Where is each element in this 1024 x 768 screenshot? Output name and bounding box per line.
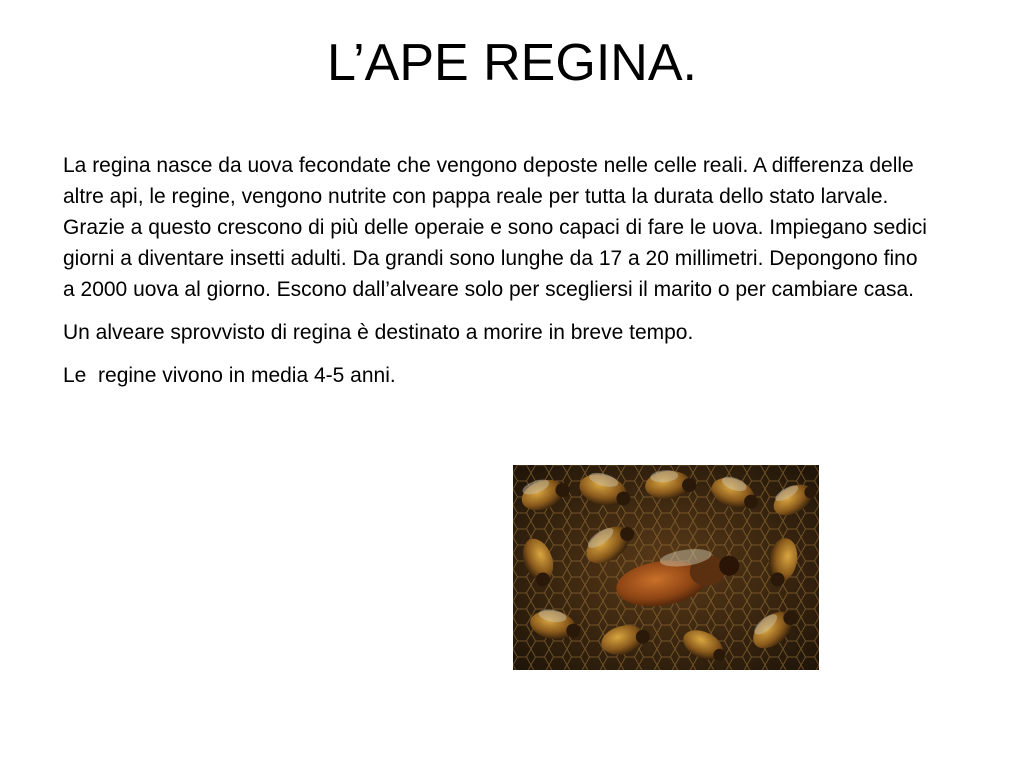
paragraph-hive-without-queen: Un alveare sprovvisto di regina è destinato a morire in breve tempo. bbox=[63, 321, 694, 344]
paragraph-queen-description: La regina nasce da uova fecondate che vengono deposte nelle celle reali. A differenza delle altre api, le regine, vengono nutrite con pappa reale per tutta la durata dello stato larvale. Grazie a questo crescono di più delle operaie e sono capaci di fare le uova. Impiegano sedici giorni a diventare insetti adulti. Da grandi sono lunghe da 17 a 20 millimetri. Depongono fino a 2000 uova al giorno. Escono dall’alveare solo per scegliersi il marito o per cambiare casa. bbox=[63, 154, 927, 301]
queen-bee-photo bbox=[513, 465, 819, 670]
paragraph-queen-lifespan: Le regine vivono in media 4-5 anni. bbox=[63, 364, 396, 387]
queen-bee-illustration bbox=[513, 465, 819, 670]
slide-title: L’APE REGINA. bbox=[327, 34, 697, 92]
body-text bbox=[63, 150, 933, 403]
